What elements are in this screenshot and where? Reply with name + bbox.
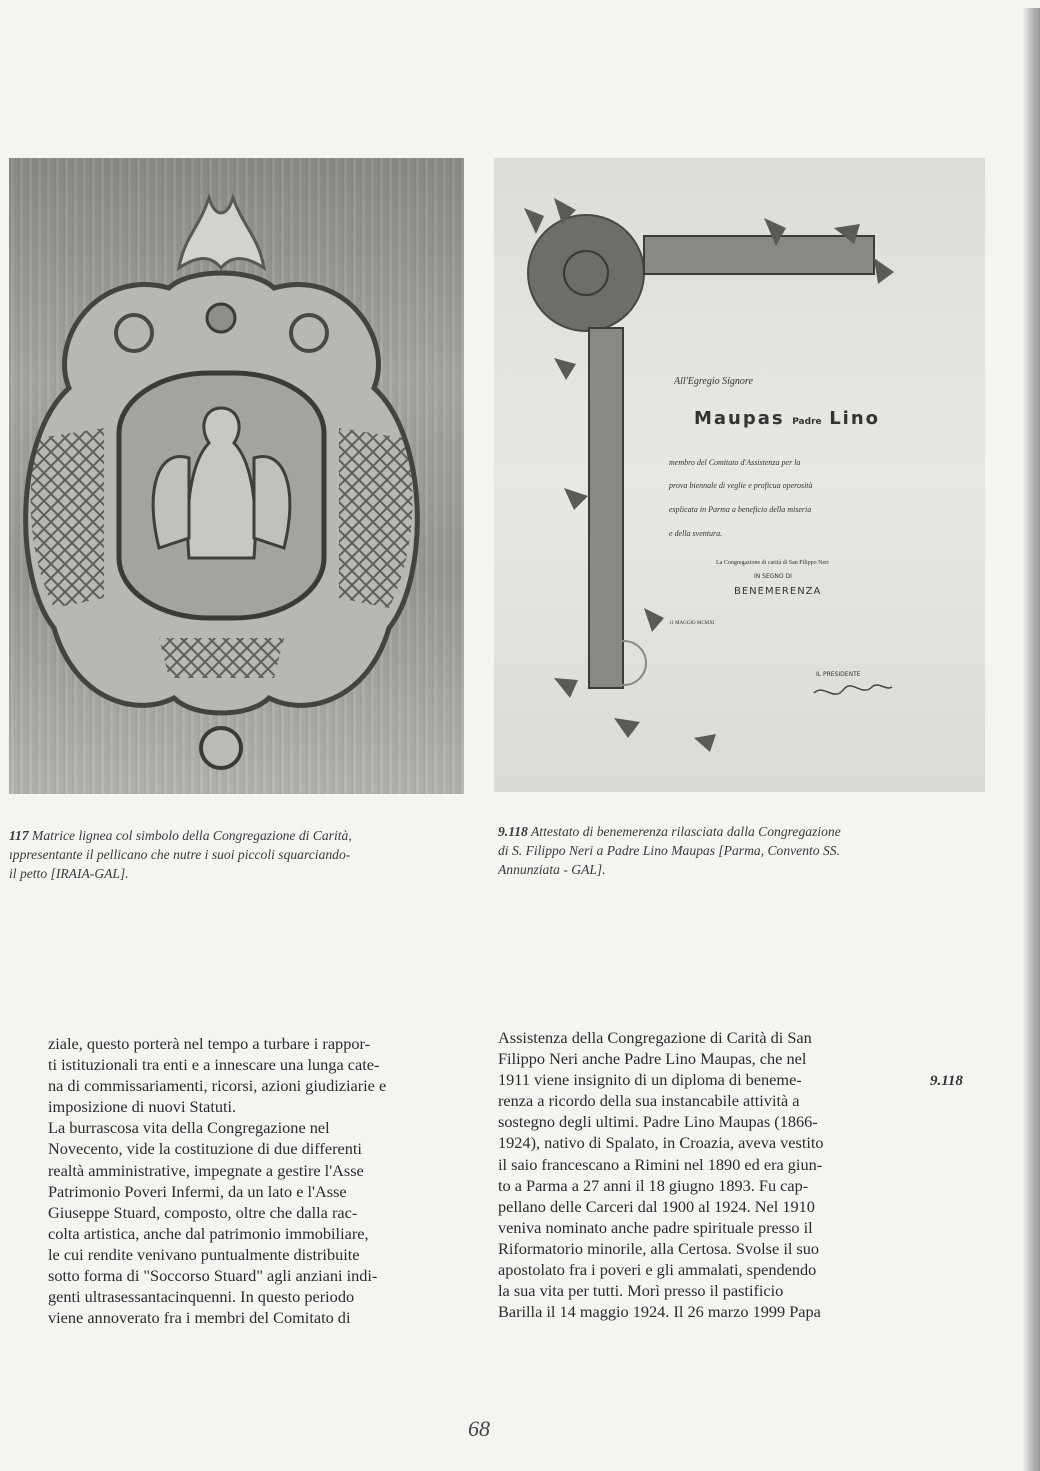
certificate-title: Padre	[792, 417, 822, 427]
body-left-line: na di commissariamenti, ricorsi, azioni giudiziarie e	[48, 1076, 387, 1096]
certificate-line-1: membro del Comitato d'Assistenza per la	[669, 458, 801, 467]
page-number: 68	[468, 1416, 490, 1441]
certificate-line-3: esplicata in Parma a beneficio della miseria	[669, 505, 812, 514]
certificate-president: IL PRESIDENTE	[816, 671, 861, 678]
body-left-line: La burrascosa vita della Congregazione nel	[48, 1118, 330, 1138]
body-left-line: Novecento, vide la costituzione di due differenti	[48, 1139, 362, 1159]
body-text-left-column	[48, 1033, 461, 1328]
caption-left-line-2: ıppresentante il pellicano che nutre i suoi piccoli squarciando-	[9, 847, 351, 862]
body-text-right-column	[498, 1027, 913, 1322]
body-right-line: 1911 viene insignito di un diploma di beneme-	[498, 1070, 802, 1090]
certificate-surname: Maupas	[694, 408, 785, 429]
body-right-line: pellano delle Carceri dal 1900 al 1924. Nel 1910	[498, 1196, 815, 1216]
certificate-issuer: La Congregazione di carità di San Filippo Neri	[716, 560, 829, 566]
body-right-line: renza a ricordo della sua instancabile attività a	[498, 1091, 800, 1111]
certificate-photo	[494, 158, 985, 792]
body-right-line: Barilla il 14 maggio 1924. Il 26 marzo 1999 Papa	[498, 1302, 821, 1322]
pelican-emblem-illustration	[9, 158, 464, 794]
body-left-line: colta artistica, anche dal patrimonio immobiliare,	[48, 1223, 369, 1243]
body-left-line: le cui rendite venivano puntualmente distribuite	[48, 1244, 360, 1264]
caption-figure-9-118	[498, 822, 968, 879]
body-left-line: sotto forma di "Soccorso Stuard" agli anziani indi-	[48, 1266, 378, 1286]
certificate-award: BENEMERENZA	[734, 586, 822, 597]
certificate-date: 11 MAGGIO MCMXI	[669, 621, 715, 626]
certificate-line-2: prova biennale di veglie e proficua operosità	[669, 481, 813, 490]
body-right-line: apostolato fra i poveri e gli ammalati, spendendo	[498, 1260, 817, 1280]
certificate-salutation: All'Egregio Signore	[674, 376, 753, 387]
body-left-line: ziale, questo porterà nel tempo a turbare i rappor-	[48, 1034, 370, 1053]
certificate-line-4: e della sventura.	[669, 529, 723, 538]
caption-left-line-3: il petto [IRAIA-GAL].	[9, 866, 129, 881]
figure-number-9-118: 9.118	[498, 824, 528, 839]
body-right-line: 1924), nativo di Spalato, in Croazia, aveva vestito	[498, 1133, 824, 1153]
certificate-given-name: Lino	[829, 408, 881, 429]
caption-right-line-2: di S. Filippo Neri a Padre Lino Maupas [Parma, Convento SS.	[498, 843, 840, 858]
margin-figure-reference: 9.118	[930, 1073, 963, 1089]
body-right-line: Assistenza della Congregazione di Carità di San	[498, 1028, 812, 1047]
body-right-line: il saio francescano a Rimini nel 1890 ed era giun-	[498, 1154, 823, 1174]
body-left-line: ti istituzionali tra enti e a innescare una lunga cate-	[48, 1055, 380, 1075]
body-right-line: sostegno degli ultimi. Padre Lino Maupas (1866-	[498, 1112, 818, 1132]
body-right-line: Riformatorio minorile, alla Certosa. Svolse il suo	[498, 1238, 820, 1258]
figure-number-117: 117	[9, 828, 29, 843]
carved-matrix-photo	[9, 158, 464, 794]
body-left-line: genti ultrasessantacinquenni. In questo periodo	[48, 1287, 355, 1307]
caption-left-line-1: Matrice lignea col simbolo della Congregazione di Carità,	[32, 828, 352, 843]
certificate-recipient	[694, 408, 880, 429]
body-left-line: Patrimonio Poveri Infermi, da un lato e l'Asse	[48, 1181, 347, 1201]
body-right-line: to a Parma a 27 anni il 18 giugno 1893. Fu cap-	[498, 1175, 809, 1195]
caption-right-line-3: Annunziata - GAL].	[498, 862, 606, 877]
body-left-line: Giuseppe Stuard, composto, oltre che dalla rac-	[48, 1202, 358, 1222]
certificate-in-segno: IN SEGNO DI	[754, 573, 792, 580]
body-right-line: Filippo Neri anche Padre Lino Maupas, che nel	[498, 1049, 807, 1069]
body-right-line: veniva nominato anche padre spirituale presso il	[498, 1217, 813, 1237]
body-right-line: la sua vita per tutti. Morì presso il pastificio	[498, 1281, 784, 1301]
page-edge-shadow	[1022, 8, 1040, 1471]
caption-figure-117	[9, 826, 459, 883]
body-left-line: imposizione di nuovi Statuti.	[48, 1097, 237, 1117]
body-left-line: viene annoverato fra i membri del Comitato di	[48, 1308, 351, 1328]
body-left-line: realtà amministrative, impegnate a gestire l'Asse	[48, 1160, 364, 1180]
certificate-decoration	[494, 158, 985, 792]
caption-right-line-1: Attestato di benemerenza rilasciata dalla Congregazione	[531, 824, 841, 839]
